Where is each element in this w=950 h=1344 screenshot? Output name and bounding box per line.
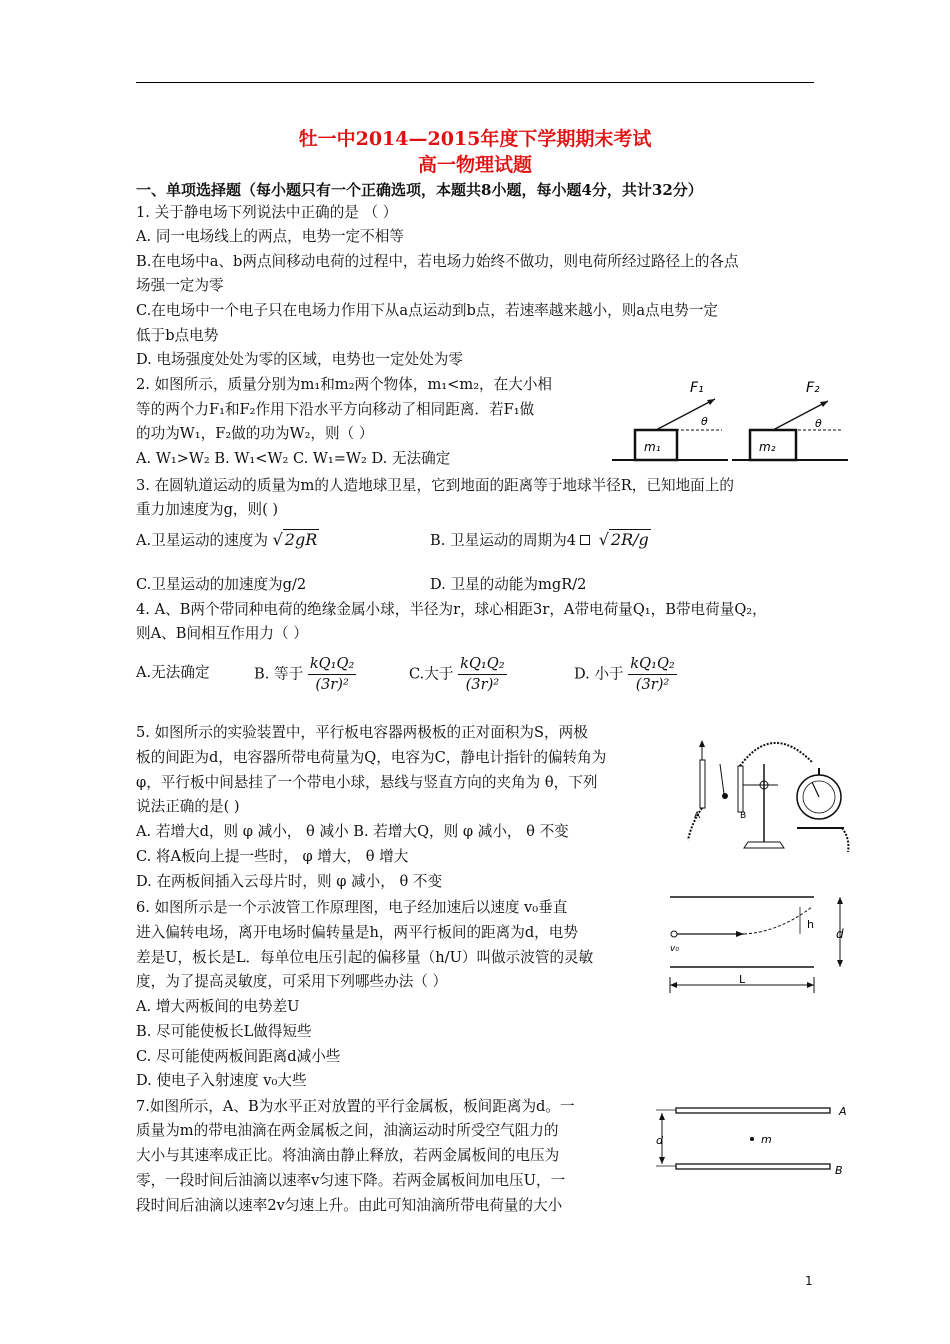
q5-stem-2: 板的间距为d，电容器所带电荷量为Q，电容为C，静电计指针的偏转角为 bbox=[136, 749, 607, 766]
section-heading: 一、单项选择题（每小题只有一个正确选项，本题共8小题，每小题4分，共计32分） bbox=[136, 181, 703, 199]
svg-text:B: B bbox=[835, 1164, 843, 1177]
q6-stem-4: 度，为了提高灵敏度，可采用下列哪些办法（ ） bbox=[136, 973, 448, 990]
svg-text:F₁: F₁ bbox=[690, 380, 704, 396]
svg-text:m₁: m₁ bbox=[644, 440, 661, 454]
q7-stem-4: 零，一段时间后油滴以速率v匀速下降。若两金属板间加电压U，一 bbox=[136, 1172, 566, 1189]
q6-stem-1: 6. 如图所示是一个示波管工作原理图，电子经加速后以速度 v₀垂直 bbox=[136, 899, 568, 916]
q2-force-figure bbox=[610, 372, 850, 467]
q3-stem-2: 重力加速度为g，则( ) bbox=[136, 501, 279, 518]
q5-capacitor-figure bbox=[682, 722, 854, 854]
q6-option-a: A. 增大两板间的电势差U bbox=[136, 998, 300, 1015]
q7-stem-1: 7.如图所示，A、B为水平正对放置的平行金属板，板间距离为d。一 bbox=[136, 1098, 575, 1115]
q6-stem-3: 差是U，板长是L．每单位电压引起的偏移量（h/U）叫做示波管的灵敏 bbox=[136, 949, 594, 966]
q5-option-d: D. 在两板间插入云母片时，则 φ 减小， θ 不变 bbox=[136, 873, 443, 890]
q7-stem-5: 段时间后油滴以速率2v匀速上升。由此可知油滴所带电荷量的大小 bbox=[136, 1197, 563, 1214]
q4-option-b: B. 等于 $\frac{\text{kQ₁Q₂}}{\text{(3r)²}}$ bbox=[254, 655, 355, 693]
q1-option-b-cont: 场强一定为零 bbox=[136, 277, 224, 294]
q3-option-d: D. 卫星的动能为mgR/2 bbox=[430, 576, 587, 593]
q1-option-b: B.在电场中a、b两点间移动电荷的过程中，若电场力始终不做功，则电荷所经过路径上的各点 bbox=[136, 253, 739, 270]
svg-text:θ: θ bbox=[701, 415, 708, 428]
q7-plates-figure bbox=[652, 1100, 852, 1180]
q6-option-d: D. 使电子入射速度 v₀大些 bbox=[136, 1072, 307, 1089]
q2-options: A. W₁>W₂ B. W₁<W₂ C. W₁=W₂ D. 无法确定 bbox=[136, 450, 451, 467]
svg-text:m₂: m₂ bbox=[759, 440, 776, 454]
q2-stem-2: 等的两个力F₁和F₂作用下沿水平方向移动了相同距离．若F₁做 bbox=[136, 401, 535, 418]
q5-stem-1: 5. 如图所示的实验装置中，平行板电容器两极板的正对面积为S，两极 bbox=[136, 724, 588, 741]
exam-subtitle: 高一物理试题 bbox=[417, 154, 532, 176]
q6-stem-2: 进入偏转电场，离开电场时偏转量是h，两平行板间的距离为d，电势 bbox=[136, 924, 578, 941]
svg-text:v₀: v₀ bbox=[670, 944, 679, 954]
svg-text:L: L bbox=[739, 973, 746, 986]
q3-option-a: A.卫星运动的速度为 √ 2gR bbox=[136, 530, 318, 549]
q5-stem-4: 说法正确的是( ) bbox=[136, 798, 240, 815]
q7-stem-3: 大小与其速率成正比。将油滴由静止释放，若两金属板间的电压为 bbox=[136, 1147, 560, 1164]
q4-stem-1: 4. A、B两个带同种电荷的绝缘金属小球，半径为r，球心相距3r，A带电荷量Q₁，B带电荷量Q₂， bbox=[136, 601, 767, 618]
svg-text:d: d bbox=[656, 1134, 663, 1147]
page-number: 1 bbox=[805, 1274, 813, 1288]
q6-oscilloscope-figure bbox=[664, 893, 854, 995]
q4-option-d: D. 小于 $\frac{\text{kQ₁Q₂}}{\text{(3r)²}}$ bbox=[574, 655, 675, 693]
svg-text:h: h bbox=[807, 918, 814, 931]
q1-option-c-cont: 低于b点电势 bbox=[136, 327, 219, 344]
svg-text:A: A bbox=[694, 811, 701, 821]
svg-text:θ: θ bbox=[815, 417, 822, 430]
q1-option-c: C.在电场中一个电子只在电场力作用下从a点运动到b点，若速率越来越小，则a点电势一定 bbox=[136, 302, 719, 319]
q3-option-c: C.卫星运动的加速度为g/2 bbox=[136, 576, 307, 593]
q2-stem-3: 的功为W₁，F₂做的功为W₂，则（ ） bbox=[136, 425, 374, 442]
q3-option-b: B. 卫星运动的周期为4 √ 2R/g bbox=[430, 530, 649, 549]
q1-stem: 1. 关于静电场下列说法中正确的是 （ ） bbox=[136, 204, 398, 221]
exam-title: 牡一中2014—2015年度下学期期末考试 bbox=[298, 128, 652, 150]
svg-text:d: d bbox=[836, 927, 844, 941]
svg-text:F₂: F₂ bbox=[806, 380, 820, 396]
q5-option-c: C. 将A板向上提一些时， φ 增大， θ 增大 bbox=[136, 848, 409, 865]
svg-text:B: B bbox=[740, 811, 747, 821]
q2-stem-1: 2. 如图所示，质量分别为m₁和m₂两个物体，m₁<m₂，在大小相 bbox=[136, 376, 553, 393]
q4-stem-2: 则A、B间相互作用力（ ） bbox=[136, 625, 308, 642]
svg-text:m: m bbox=[761, 1133, 772, 1146]
header-rule bbox=[136, 82, 814, 83]
q7-stem-2: 质量为m的带电油滴在两金属板之间，油滴运动时所受空气阻力的 bbox=[136, 1122, 559, 1139]
q4-option-a: A.无法确定 bbox=[136, 664, 210, 681]
q5-stem-3: φ，平行板中间悬挂了一个带电小球，悬线与竖直方向的夹角为 θ，下列 bbox=[136, 774, 598, 791]
q6-option-b: B. 尽可能使板长L做得短些 bbox=[136, 1023, 312, 1040]
q3-stem-1: 3. 在圆轨道运动的质量为m的人造地球卫星，它到地面的距离等于地球半径R，已知地面上的 bbox=[136, 477, 734, 494]
q1-option-d: D. 电场强度处处为零的区域，电势也一定处处为零 bbox=[136, 351, 463, 368]
q1-option-a: A. 同一电场线上的两点，电势一定不相等 bbox=[136, 228, 404, 245]
q6-option-c: C. 尽可能使两板间距离d减小些 bbox=[136, 1048, 341, 1065]
q4-option-c: C.大于 $\frac{\text{kQ₁Q₂}}{\text{(3r)²}}$ bbox=[409, 655, 505, 693]
q5-options-ab: A. 若增大d，则 φ 减小， θ 减小 B. 若增大Q，则 φ 减小， θ 不变 bbox=[136, 823, 569, 840]
svg-text:A: A bbox=[839, 1105, 847, 1118]
